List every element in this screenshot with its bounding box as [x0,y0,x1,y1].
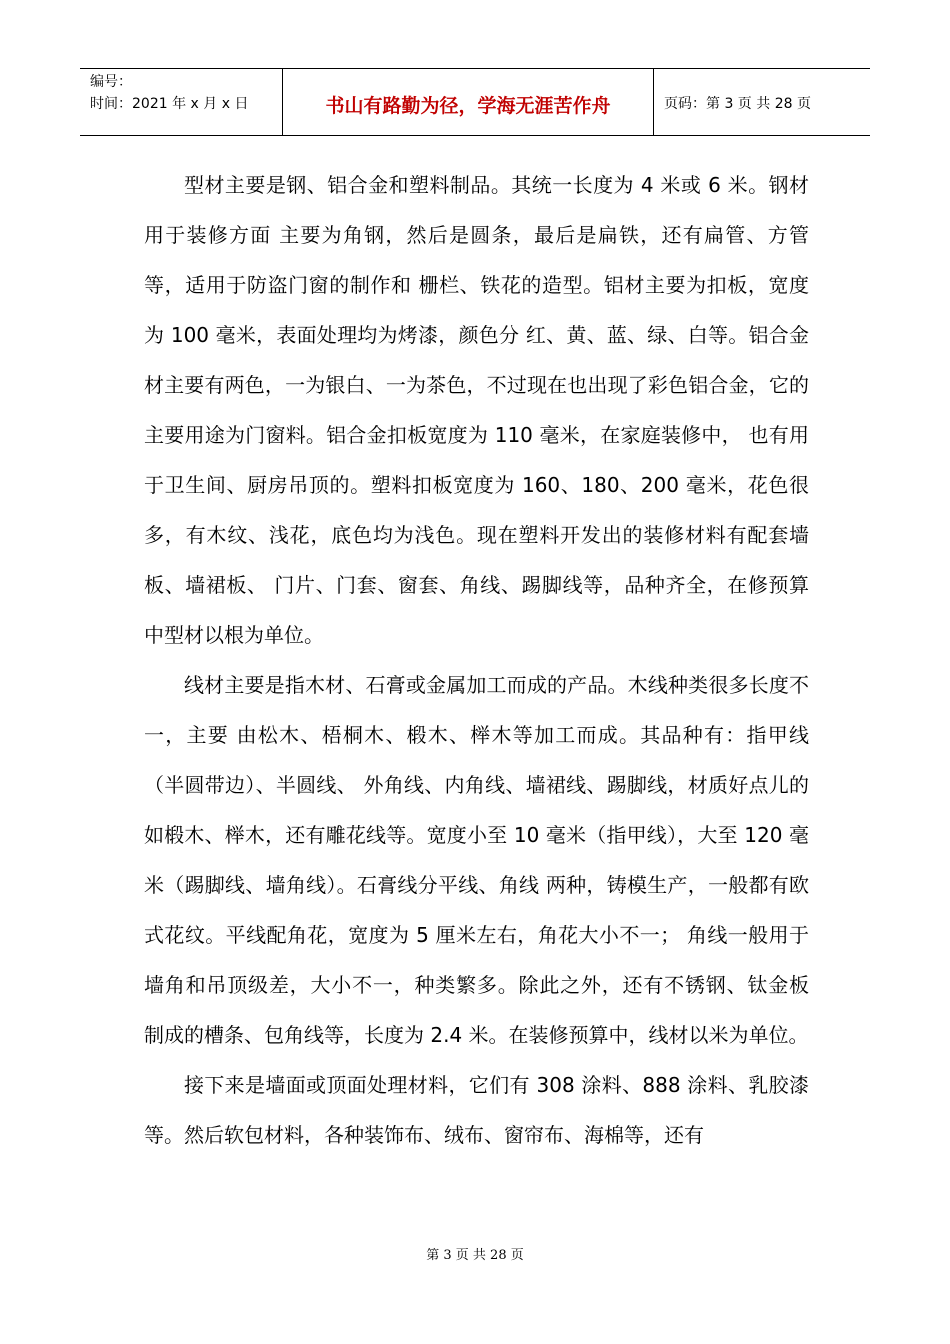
header-page-cell [654,69,870,135]
header-motto-cell [282,69,654,135]
time-label: 时间：2021 年 x 月 x 日 [90,96,249,112]
document-header [80,68,870,136]
number-label: 编号： [90,74,132,90]
paragraph-coatings: 接下来是墙面或顶面处理材料，它们有 308 涂料、888 涂料、乳胶漆等。然后软包材料，各种装饰布、绒布、窗帘布、海棉等，还有 [144,1073,809,1147]
page-label: 页码：第 3 页 共 28 页 [664,96,811,112]
page-footer [0,1244,950,1263]
document-body [144,160,809,1160]
motto-text: 书山有路勤为径，学海无涯苦作舟 [325,94,611,117]
paragraph-moldings: 线材主要是指木材、石膏或金属加工而成的产品。木线种类很多长度不一，主要 由松木、梧桐木、椴木、榉木等加工而成。其品种有：指甲线（半圆带边）、半圆线、 外角线、内角线、墙裙线、踢脚线，材质好点儿的如椴木、榉木，还有雕花线等。宽度小至 10 毫米（指甲线），大至 120 毫米（踢脚线、墙角线）。石膏线分平线、角线 两种，铸模生产，一般都有欧式花纹。平线配角花，宽度为 5 厘米左右，角花大小不一； 角线一般用于墙角和吊顶级差，大小不一，种类繁多。除此之外，还有不锈钢、钛金板 制成的槽条、包角线等，长度为 2.4 米。在装修预算中，线材以米为单位。 [144,673,809,1047]
footer-page-number: 第 3 页 共 28 页 [426,1248,524,1263]
paragraph-profiles: 型材主要是钢、铝合金和塑料制品。其统一长度为 4 米或 6 米。钢材用于装修方面 主要为角钢，然后是圆条，最后是扁铁，还有扁管、方管等，适用于防盗门窗的制作和 栅栏、铁花的造型。铝材主要为扣板，宽度为 100 毫米，表面处理均为烤漆，颜色分 红、黄、蓝、绿、白等。铝合金材主要有两色，一为银白、一为茶色，不过现在也出现了彩色铝合金，它的主要用途为门窗料。铝合金扣板宽度为 110 毫米，在家庭装修中， 也有用于卫生间、厨房吊顶的。塑料扣板宽度为 160、180、200 毫米，花色很 多，有木纹、浅花，底色均为浅色。现在塑料开发出的装修材料有配套墙板、墙裙板、 门片、门套、窗套、角线、踢脚线等，品种齐全，在修预算中型材以根为单位。 [144,173,809,647]
header-meta-cell [80,69,282,135]
